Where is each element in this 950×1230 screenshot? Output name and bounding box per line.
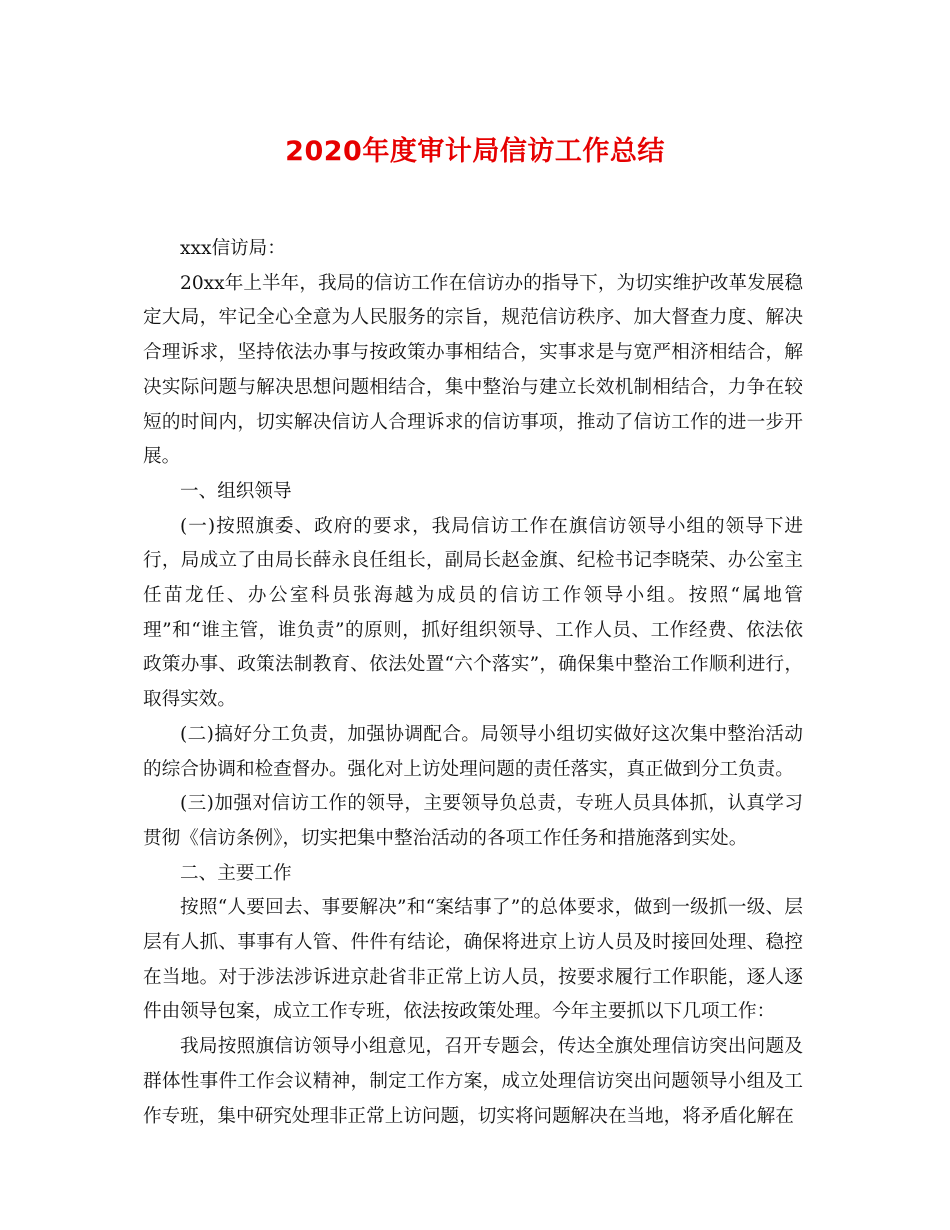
document-body: [143, 232, 803, 1134]
intro-paragraph: 20xx年上半年，我局的信访工作在信访办的指导下，为切实维护改革发展稳定大局，牢记全心全意为人民服务的宗旨，规范信访秩序、加大督查力度、解决合理诉求，坚持依法办事与按政策办事相结合，实事求是与宽严相济相结合，解决实际问题与解决思想问题相结合，集中整治与建立长效机制相结合，力争在较短的时间内，切实解决信访人合理诉求的信访事项，推动了信访工作的进一步开展。: [143, 272, 803, 468]
organization-item-3: (三)加强对信访工作的领导，主要领导负总责，专班人员具体抓，认真学习贯彻《信访条例》，切实把集中整治活动的各项工作任务和措施落到实处。: [143, 793, 803, 849]
section-heading-main-work: 二、主要工作: [180, 862, 292, 884]
document-title: 2020年度审计局信访工作总结: [285, 136, 665, 167]
salutation: xxx信访局：: [180, 238, 286, 259]
main-work-paragraph-1: 按照“人要回去、事要解决”和“案结事了”的总体要求，做到一级抓一级、层层有人抓、事事有人管、件件有结论，确保将进京上访人员及时接回处理、稳控在当地。对于涉法涉诉进京赴省非正常上访人员，按要求履行工作职能，逐人逐件由领导包案，成立工作专班，依法按政策处理。今年主要抓以下几项工作：: [143, 897, 803, 1023]
main-work-paragraph-2: 我局按照旗信访领导小组意见，召开专题会，传达全旗处理信访突出问题及群体性事件工作会议精神，制定工作方案，成立处理信访突出问题领导小组及工作专班，集中研究处理非正常上访问题，切实将问题解决在当地，将矛盾化解在: [143, 1036, 803, 1127]
organization-item-1: (一)按照旗委、政府的要求，我局信访工作在旗信访领导小组的领导下进行，局成立了由局长薛永良任组长，副局长赵金旗、纪检书记李晓荣、办公室主任苗龙任、办公室科员张海越为成员的信访工作领导小组。按照“属地管理”和“谁主管，谁负责”的原则，抓好组织领导、工作人员、工作经费、依法依政策办事、政策法制教育、依法处置“六个落实”，确保集中整治工作顺利进行，取得实效。: [143, 515, 803, 711]
organization-item-2: (二)搞好分工负责，加强协调配合。局领导小组切实做好这次集中整治活动的综合协调和检查督办。强化对上访处理问题的责任落实，真正做到分工负责。: [143, 723, 803, 780]
section-heading-organization: 一、组织领导: [180, 480, 292, 502]
